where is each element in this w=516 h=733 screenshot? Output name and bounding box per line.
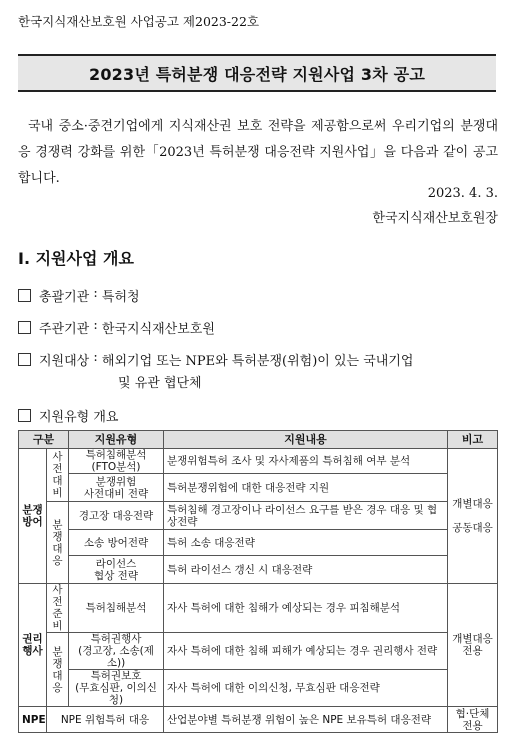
cell-content: 특허침해 경고장이나 라이선스 요구를 받은 경우 대응 및 협상전략 (164, 502, 448, 530)
table-header-row (19, 431, 498, 449)
item-value: 한국지식재산보호원 (101, 322, 215, 337)
item-label: 지원대상 (39, 354, 90, 369)
notice-reference: 한국지식재산보호원 사업공고 제2023-22호 (18, 14, 260, 29)
cell-type: 특허침해분석 (FTO분석) (69, 449, 164, 474)
subgroup-prep: 사전 준비 (47, 584, 69, 633)
table-row (19, 633, 498, 670)
page-title: 2023년 특허분쟁 대응전략 지원사업 3차 공고 (18, 54, 496, 92)
item-label: 총괄기관 (39, 290, 90, 305)
group-rights-enforcement: 권리 행사 (19, 584, 47, 707)
cell-content: 산업분야별 특허분쟁 위험이 높은 NPE 보유특허 대응전략 (164, 707, 448, 733)
table-row (19, 584, 498, 633)
cell-type: 특허권행사 (경고장, 소송(제소)) (69, 633, 164, 670)
item-label: 주관기관 (39, 322, 90, 337)
table-row (19, 502, 498, 530)
cell-type: 라이선스 협상 전략 (69, 556, 164, 584)
section-heading: Ⅰ. 지원사업 개요 (18, 249, 134, 268)
header-support-content: 지원내용 (164, 431, 448, 449)
checkbox-square-icon (18, 321, 31, 334)
overview-item-target: 지원대상 : 해외기업 또는 NPE와 특허분쟁(위험)이 있는 국내기업 (18, 350, 413, 369)
cell-type: 소송 방어전략 (69, 530, 164, 556)
checkbox-square-icon (18, 289, 31, 302)
subgroup-response: 분쟁 대응 (47, 502, 69, 584)
table-row (19, 449, 498, 474)
group-dispute-defense: 분쟁 방어 (19, 449, 47, 584)
cell-content: 특허 소송 대응전략 (164, 530, 448, 556)
table-row (19, 707, 498, 733)
issuing-organization: 한국지식재산보호원장 (372, 211, 498, 226)
overview-item-host: 주관기관 : 한국지식재산보호원 (18, 318, 215, 337)
header-support-type: 지원유형 (69, 431, 164, 449)
cell-type: 특허권보호 (무효심판, 이의신청) (69, 670, 164, 707)
cell-content: 특허 라이선스 갱신 시 대응전략 (164, 556, 448, 584)
overview-item-types (18, 406, 118, 425)
cell-content: 분쟁위험특허 조사 및 자사제품의 특허침해 여부 분석 (164, 449, 448, 474)
cell-note: 협·단체 전용 (448, 707, 498, 733)
cell-content: 특허분쟁위험에 대한 대응전략 지원 (164, 474, 448, 502)
table-row (19, 474, 498, 502)
checkbox-square-icon (18, 409, 31, 422)
item-value-continued: 및 유관 협단체 (118, 376, 202, 391)
cell-content: 자사 특허에 대한 침해 피해가 예상되는 경우 권리행사 전략 (164, 633, 448, 670)
support-type-table (18, 430, 498, 733)
cell-type: 경고장 대응전략 (69, 502, 164, 530)
cell-type: 특허침해분석 (69, 584, 164, 633)
group-npe: NPE (19, 707, 47, 733)
cell-content: 자사 특허에 대한 침해가 예상되는 경우 피침해분석 (164, 584, 448, 633)
cell-content: 자사 특허에 대한 이의신청, 무효심판 대응전략 (164, 670, 448, 707)
cell-type: NPE 위험특허 대응 (47, 707, 164, 733)
table-row (19, 530, 498, 556)
item-value: 특허청 (101, 290, 140, 305)
cell-note: 개별대응 공동대응 (448, 449, 498, 584)
header-division: 구분 (19, 431, 69, 449)
header-note: 비고 (448, 431, 498, 449)
cell-note: 개별대응 전용 (448, 584, 498, 707)
intro-paragraph: 국내 중소·중견기업에게 지식재산권 보호 전략을 제공함으로써 우리기업의 분쟁대응 경쟁력 강화를 위한「2023년 특허분쟁 대응전략 지원사업」을 다음과 같이 공고합니다. (18, 119, 498, 186)
item-label: 지원유형 개요 (39, 410, 119, 425)
subgroup-response: 분쟁 대응 (47, 633, 69, 707)
table-row (19, 670, 498, 707)
table-row (19, 556, 498, 584)
cell-type: 분쟁위험 사전대비 전략 (69, 474, 164, 502)
checkbox-square-icon (18, 353, 31, 366)
subgroup-pre: 사전 대비 (47, 449, 69, 502)
overview-item-supervisor: 총괄기관 : 특허청 (18, 286, 140, 305)
item-value: 해외기업 또는 NPE와 특허분쟁(위험)이 있는 국내기업 (101, 354, 414, 369)
notice-date: 2023. 4. 3. (427, 186, 498, 201)
